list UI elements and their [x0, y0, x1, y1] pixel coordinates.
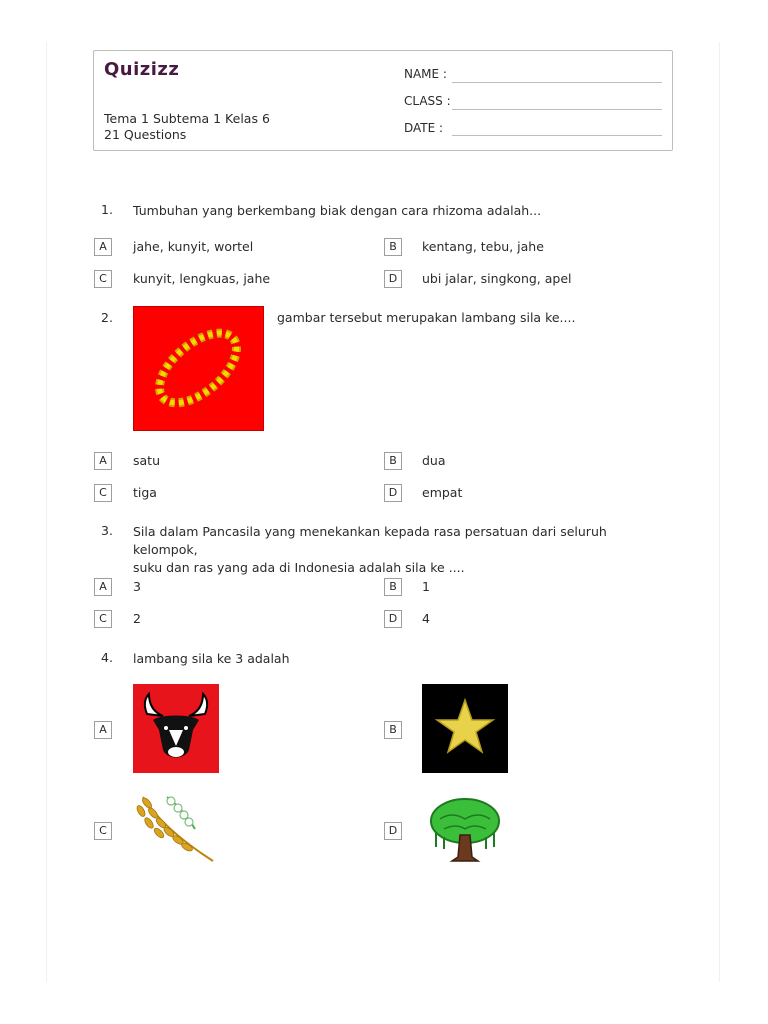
- question-3-text: [133, 523, 673, 577]
- question-3-line-1: Sila dalam Pancasila yang menekankan kepada rasa persatuan dari seluruh kelompok,: [133, 524, 607, 557]
- q1-option-d-text: ubi jalar, singkong, apel: [422, 271, 572, 286]
- question-1-text: Tumbuhan yang berkembang biak dengan cara rhizoma adalah...: [133, 203, 542, 218]
- q3-option-b-box[interactable]: B: [384, 578, 402, 596]
- name-label: NAME :: [404, 67, 447, 81]
- question-2-number: 2.: [101, 310, 113, 325]
- rice-cotton-icon: [133, 789, 219, 869]
- q4-option-a-box[interactable]: A: [94, 721, 112, 739]
- q1-option-b-text: kentang, tebu, jahe: [422, 239, 544, 254]
- q4-option-c-box[interactable]: C: [94, 822, 112, 840]
- question-4-number: 4.: [101, 650, 113, 665]
- header-box: [93, 50, 673, 151]
- q2-option-a-box[interactable]: A: [94, 452, 112, 470]
- name-field[interactable]: [452, 82, 662, 83]
- bull-head-icon: [133, 684, 219, 773]
- q2-option-c-text: tiga: [133, 485, 157, 500]
- worksheet-meta: [104, 111, 270, 143]
- q1-option-d-box[interactable]: D: [384, 270, 402, 288]
- class-label: CLASS :: [404, 94, 451, 108]
- q3-option-a-text: 3: [133, 579, 141, 594]
- q1-option-a-box[interactable]: A: [94, 238, 112, 256]
- date-label: DATE :: [404, 121, 444, 135]
- q4-option-b-box[interactable]: B: [384, 721, 402, 739]
- chain-symbol-icon: [133, 306, 264, 431]
- banyan-tree-icon: [422, 789, 508, 869]
- q3-option-c-box[interactable]: C: [94, 610, 112, 628]
- quizizz-logo: Quizizz: [104, 59, 180, 80]
- q3-option-a-box[interactable]: A: [94, 578, 112, 596]
- q2-option-c-box[interactable]: C: [94, 484, 112, 502]
- class-field[interactable]: [452, 109, 662, 110]
- q3-option-c-text: 2: [133, 611, 141, 626]
- q2-option-a-text: satu: [133, 453, 160, 468]
- star-icon: [422, 684, 508, 773]
- worksheet-title: Tema 1 Subtema 1 Kelas 6: [104, 111, 270, 126]
- q3-option-d-text: 4: [422, 611, 430, 626]
- q2-option-b-text: dua: [422, 453, 446, 468]
- q1-option-b-box[interactable]: B: [384, 238, 402, 256]
- question-3-number: 3.: [101, 523, 113, 538]
- q2-option-b-box[interactable]: B: [384, 452, 402, 470]
- q3-option-d-box[interactable]: D: [384, 610, 402, 628]
- q1-option-c-text: kunyit, lengkuas, jahe: [133, 271, 271, 286]
- date-field[interactable]: [452, 135, 662, 136]
- q4-option-d-box[interactable]: D: [384, 822, 402, 840]
- question-3-line-2: suku dan ras yang ada di Indonesia adalah sila ke ....: [133, 560, 465, 575]
- q2-option-d-text: empat: [422, 485, 463, 500]
- question-2-text: gambar tersebut merupakan lambang sila ke....: [277, 310, 576, 325]
- question-4-text: lambang sila ke 3 adalah: [133, 651, 290, 666]
- q2-option-d-box[interactable]: D: [384, 484, 402, 502]
- q1-option-c-box[interactable]: C: [94, 270, 112, 288]
- q3-option-b-text: 1: [422, 579, 430, 594]
- question-count: 21 Questions: [104, 127, 187, 142]
- q1-option-a-text: jahe, kunyit, wortel: [133, 239, 254, 254]
- question-1-number: 1.: [101, 202, 113, 217]
